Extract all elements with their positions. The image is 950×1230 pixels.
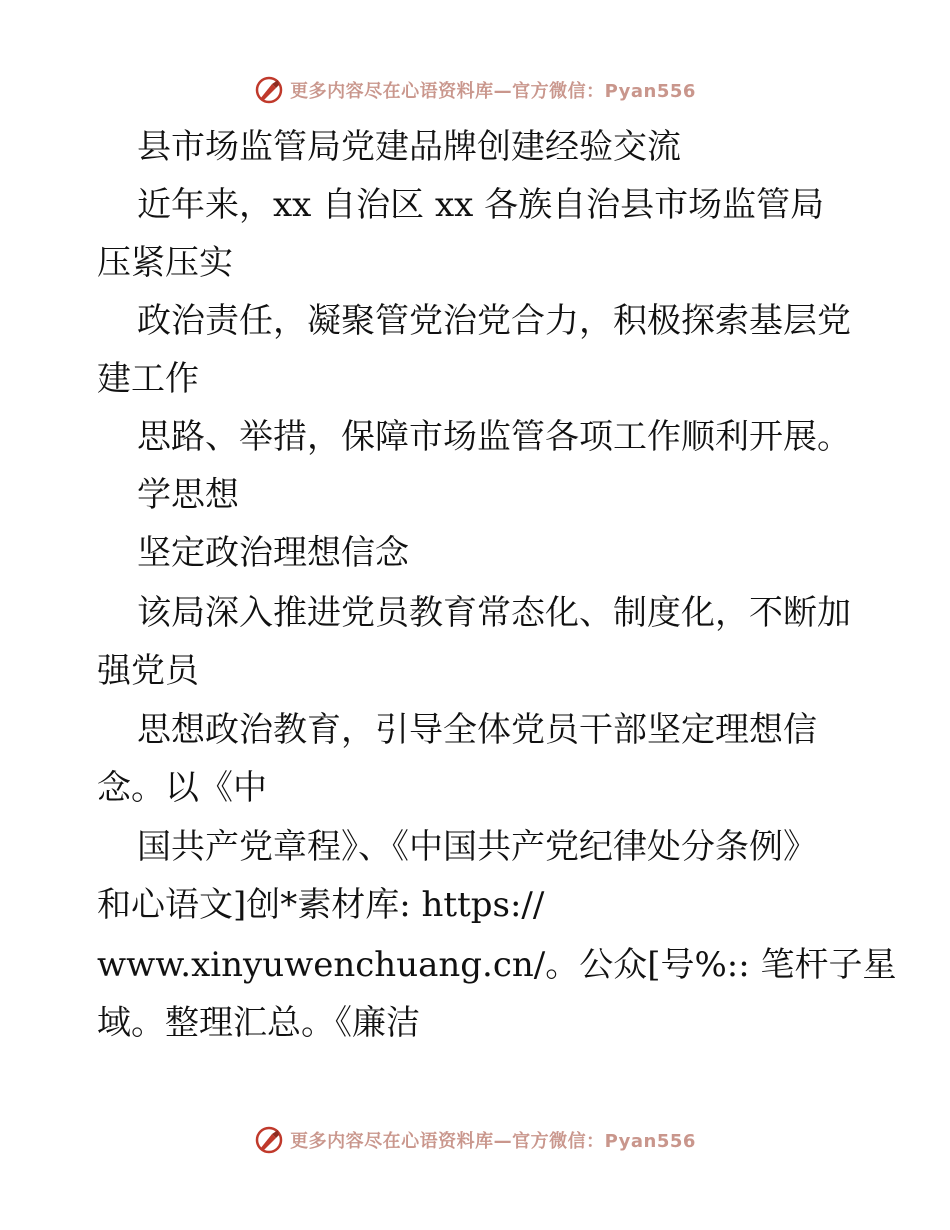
footer-watermark-text: 更多内容尽在心语资料库—官方微信：Pyan556: [290, 1131, 696, 1152]
paragraph-line: 近年来，xx 自治区 xx 各族自治县市场监管局: [137, 185, 825, 225]
section-subheading: 坚定政治理想信念: [137, 533, 409, 573]
paragraph-line: www.xinyuwenchuang.cn/。公众[号%:: 笔杆子星: [97, 945, 897, 985]
pen-nib-logo-icon: [254, 1125, 284, 1155]
paragraph-line: 国共产党章程》、《中国共产党纪律处分条例》: [137, 827, 817, 867]
paragraph-line: 和心语文]创*素材库: https://: [97, 885, 545, 925]
paragraph-line: 强党员: [97, 651, 199, 691]
paragraph-line: 政治责任，凝聚管党治党合力，积极探索基层党: [137, 301, 851, 341]
paragraph-line: 建工作: [97, 359, 199, 399]
header-watermark-text: 更多内容尽在心语资料库—官方微信：Pyan556: [290, 81, 696, 102]
paragraph-line: 该局深入推进党员教育常态化、制度化，不断加: [137, 593, 851, 633]
paragraph-line: 思想政治教育，引导全体党员干部坚定理想信: [137, 710, 817, 750]
header-watermark-banner: [0, 70, 950, 110]
document-title: 县市场监管局党建品牌创建经验交流: [137, 127, 681, 167]
paragraph-line: 念。以《中: [97, 768, 267, 808]
pen-nib-logo-icon: [254, 75, 284, 105]
footer-watermark-banner: [0, 1120, 950, 1160]
section-heading: 学思想: [137, 475, 239, 515]
paragraph-line: 压紧压实: [97, 243, 233, 283]
paragraph-line: 域。整理汇总。《廉洁: [97, 1003, 420, 1043]
paragraph-line: 思路、举措，保障市场监管各项工作顺利开展。: [137, 417, 851, 457]
